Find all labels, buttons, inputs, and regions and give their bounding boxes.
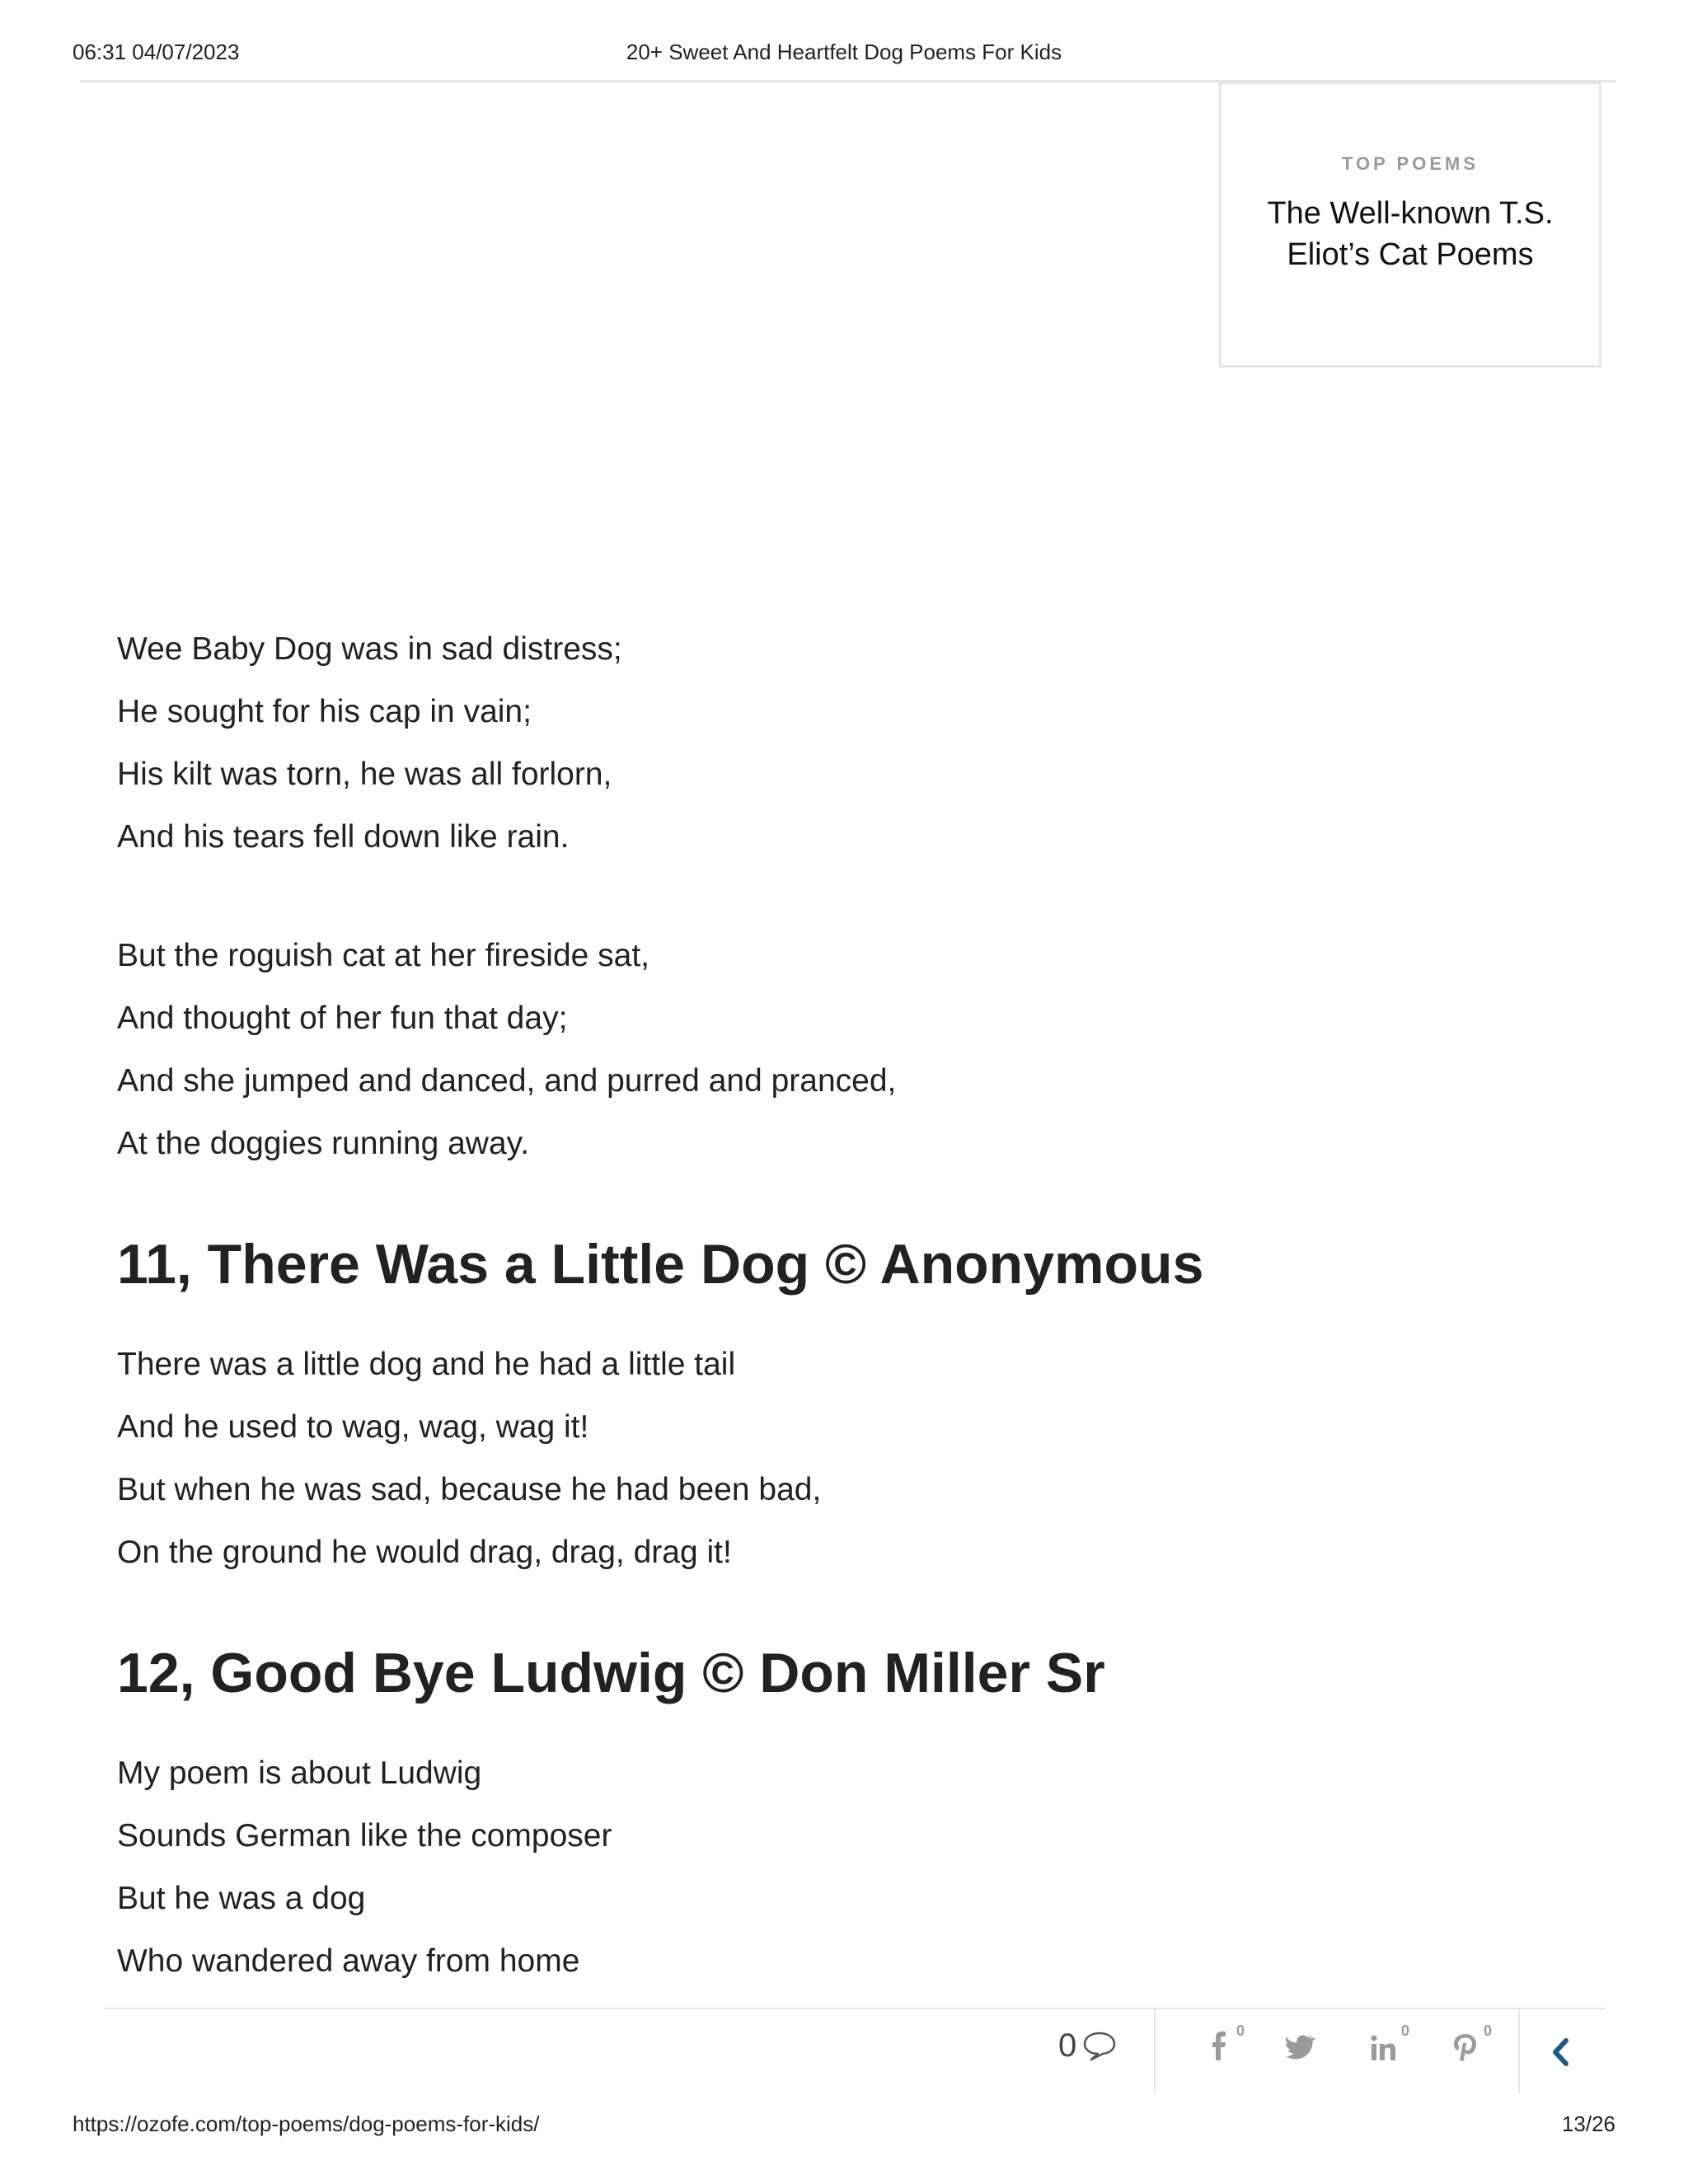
chevron-left-icon bbox=[1538, 2029, 1584, 2075]
top-poem-link[interactable]: The Well-known T.S. Eliot’s Cat Poems bbox=[1267, 196, 1554, 272]
poem-line: His kilt was torn, he was all forlorn, bbox=[117, 757, 612, 792]
print-url: https://ozofe.com/top-poems/dog-poems-for-kids/ bbox=[73, 2111, 540, 2136]
poem-line: And she jumped and danced, and purred and pranced, bbox=[117, 1063, 897, 1099]
share-divider bbox=[1154, 2009, 1156, 2093]
share-bar bbox=[104, 2008, 1606, 2093]
pinterest-share-button[interactable] bbox=[1447, 2022, 1492, 2070]
article-content bbox=[117, 618, 1436, 2008]
print-page-title: 20+ Sweet And Heartfelt Dog Poems For Kids bbox=[626, 40, 1062, 64]
poem-heading-12: 12, Good Bye Ludwig © Don Miller Sr bbox=[117, 1642, 1105, 1704]
linkedin-share-count: 0 bbox=[1400, 2022, 1409, 2039]
poem-heading-11: 11, There Was a Little Dog © Anonymous bbox=[117, 1233, 1204, 1296]
twitter-icon bbox=[1282, 2029, 1319, 2070]
poem-line: At the doggies running away. bbox=[117, 1126, 530, 1161]
poem-line: And thought of her fun that day; bbox=[117, 1001, 568, 1036]
poem-line: My poem is about Ludwig bbox=[117, 1755, 482, 1791]
comment-bubble-icon bbox=[1081, 2030, 1118, 2063]
top-poems-label: TOP POEMS bbox=[1341, 153, 1479, 174]
top-poems-widget bbox=[1219, 82, 1601, 368]
print-footer bbox=[73, 2111, 1615, 2139]
stanza bbox=[117, 1333, 1436, 1584]
facebook-icon bbox=[1200, 2029, 1236, 2070]
pinterest-share-count: 0 bbox=[1483, 2022, 1492, 2039]
print-datetime: 06:31 04/07/2023 bbox=[73, 40, 240, 64]
stanza bbox=[117, 1742, 1436, 1993]
poem-line: And his tears fell down like rain. bbox=[117, 819, 570, 855]
facebook-share-button[interactable] bbox=[1200, 2022, 1245, 2070]
poem-line: On the ground he would drag, drag, drag it! bbox=[117, 1535, 732, 1570]
poem-line: But he was a dog bbox=[117, 1881, 366, 1916]
poem-line: But when he was sad, because he had been bad, bbox=[117, 1472, 822, 1507]
back-button[interactable] bbox=[1538, 2029, 1584, 2075]
facebook-share-count: 0 bbox=[1236, 2022, 1245, 2039]
twitter-share-button[interactable] bbox=[1282, 2029, 1319, 2070]
linkedin-share-button[interactable] bbox=[1365, 2022, 1409, 2070]
poem-line: Sounds German like the composer bbox=[117, 1818, 612, 1854]
comments-count: 0 bbox=[1058, 2027, 1077, 2064]
poem-line: Wee Baby Dog was in sad distress; bbox=[117, 631, 622, 667]
pinterest-icon bbox=[1447, 2029, 1484, 2070]
stanza bbox=[117, 925, 1436, 1175]
poem-line: Who wandered away from home bbox=[117, 1943, 580, 1979]
print-page-number: 13/26 bbox=[1561, 2111, 1615, 2136]
share-divider bbox=[1518, 2009, 1520, 2093]
poem-line: And he used to wag, wag, wag it! bbox=[117, 1409, 589, 1445]
linkedin-icon bbox=[1365, 2029, 1401, 2070]
poem-line: But the roguish cat at her fireside sat, bbox=[117, 938, 650, 973]
poem-line: There was a little dog and he had a little tail bbox=[117, 1347, 736, 1382]
poem-line: He sought for his cap in vain; bbox=[117, 694, 532, 729]
comments-button[interactable] bbox=[1058, 2027, 1118, 2064]
stanza bbox=[117, 618, 1436, 869]
